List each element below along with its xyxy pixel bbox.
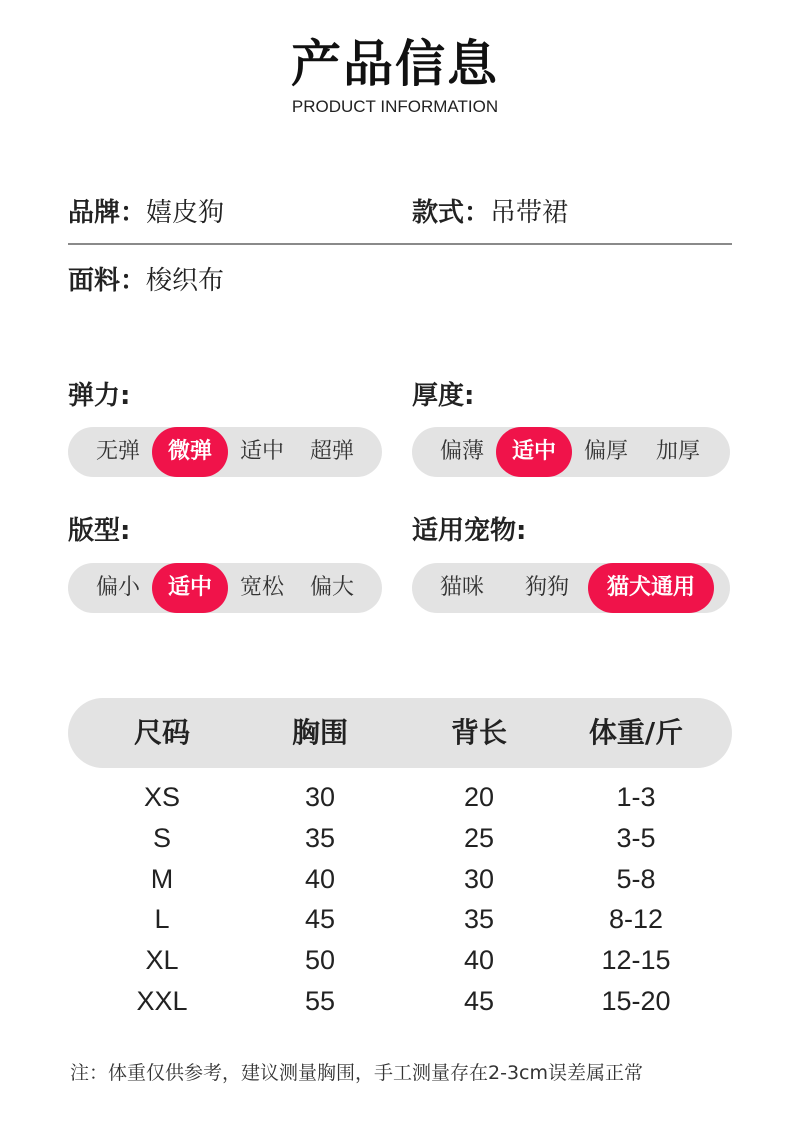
elasticity-option: 无弹: [95, 439, 140, 464]
page-title: 产品信息: [291, 35, 499, 93]
fit-selector: [68, 563, 382, 613]
cell-back-length: 45: [463, 986, 495, 1016]
header-weight: 体重/斤: [588, 716, 684, 749]
pet-option-selected: 猫犬通用: [588, 563, 714, 613]
elasticity-label: 弹力:: [68, 381, 131, 411]
fit-option: 偏小: [95, 575, 140, 600]
cell-chest: 45: [304, 904, 336, 935]
fit-option: 偏大: [309, 575, 354, 600]
cell-weight: 8-12: [608, 904, 664, 935]
thickness-option-selected: 适中: [496, 427, 572, 477]
footnote: 注：体重仅供参考，建议测量胸围，手工测量存在2-3cm误差属正常: [70, 1062, 643, 1084]
pet-option: 猫咪: [439, 575, 484, 600]
fit-option-selected: 适中: [152, 563, 228, 613]
thickness-option: 加厚: [655, 439, 700, 464]
fit-option: 宽松: [239, 575, 284, 600]
divider: [68, 243, 732, 245]
thickness-option: 偏薄: [439, 439, 484, 464]
cell-back-length: 20: [463, 782, 495, 812]
elasticity-option-selected: 微弹: [152, 427, 228, 477]
brand-value: 嬉皮狗: [146, 198, 225, 228]
thickness-label: 厚度:: [412, 381, 475, 411]
info-fabric: [68, 260, 224, 297]
pet-option: 狗狗: [524, 575, 569, 600]
header-chest: 胸围: [291, 716, 348, 749]
page-subtitle: PRODUCT INFORMATION: [291, 97, 499, 116]
brand-label: 品牌：: [68, 198, 147, 228]
cell-chest: 35: [304, 822, 336, 853]
fabric-value: 梭织布: [146, 266, 225, 296]
cell-size: XXL: [136, 986, 188, 1016]
cell-weight: 12-15: [601, 945, 671, 976]
fit-label: 版型:: [68, 516, 131, 546]
info-style: [412, 192, 568, 229]
cell-chest: 30: [304, 782, 336, 812]
pet-selector: [412, 563, 730, 613]
cell-size: S: [152, 822, 171, 853]
cell-chest: 50: [304, 945, 336, 976]
cell-back-length: 35: [463, 904, 495, 935]
info-brand: [68, 192, 224, 229]
cell-back-length: 40: [463, 945, 495, 976]
elasticity-selector: [68, 427, 382, 477]
cell-weight: 3-5: [616, 822, 656, 853]
thickness-selector: [412, 427, 730, 477]
cell-back-length: 30: [463, 863, 495, 894]
cell-weight: 1-3: [616, 782, 656, 812]
cell-chest: 40: [304, 863, 336, 894]
cell-weight: 15-20: [601, 986, 671, 1016]
cell-weight: 5-8: [616, 863, 656, 894]
cell-back-length: 25: [463, 822, 495, 853]
elasticity-option: 超弹: [309, 439, 354, 464]
style-value: 吊带裙: [490, 198, 569, 228]
header-size: 尺码: [133, 716, 190, 749]
cell-size: L: [154, 904, 170, 935]
cell-chest: 55: [304, 986, 336, 1016]
pet-label: 适用宠物:: [412, 516, 527, 546]
cell-size: XS: [143, 782, 181, 812]
thickness-option: 偏厚: [583, 439, 628, 464]
elasticity-option: 适中: [239, 439, 284, 464]
cell-size: XL: [145, 945, 179, 976]
style-label: 款式：: [412, 198, 491, 228]
fabric-label: 面料：: [68, 266, 147, 296]
header-back-length: 背长: [450, 716, 507, 749]
size-table-header: [68, 698, 732, 768]
cell-size: M: [150, 863, 174, 894]
